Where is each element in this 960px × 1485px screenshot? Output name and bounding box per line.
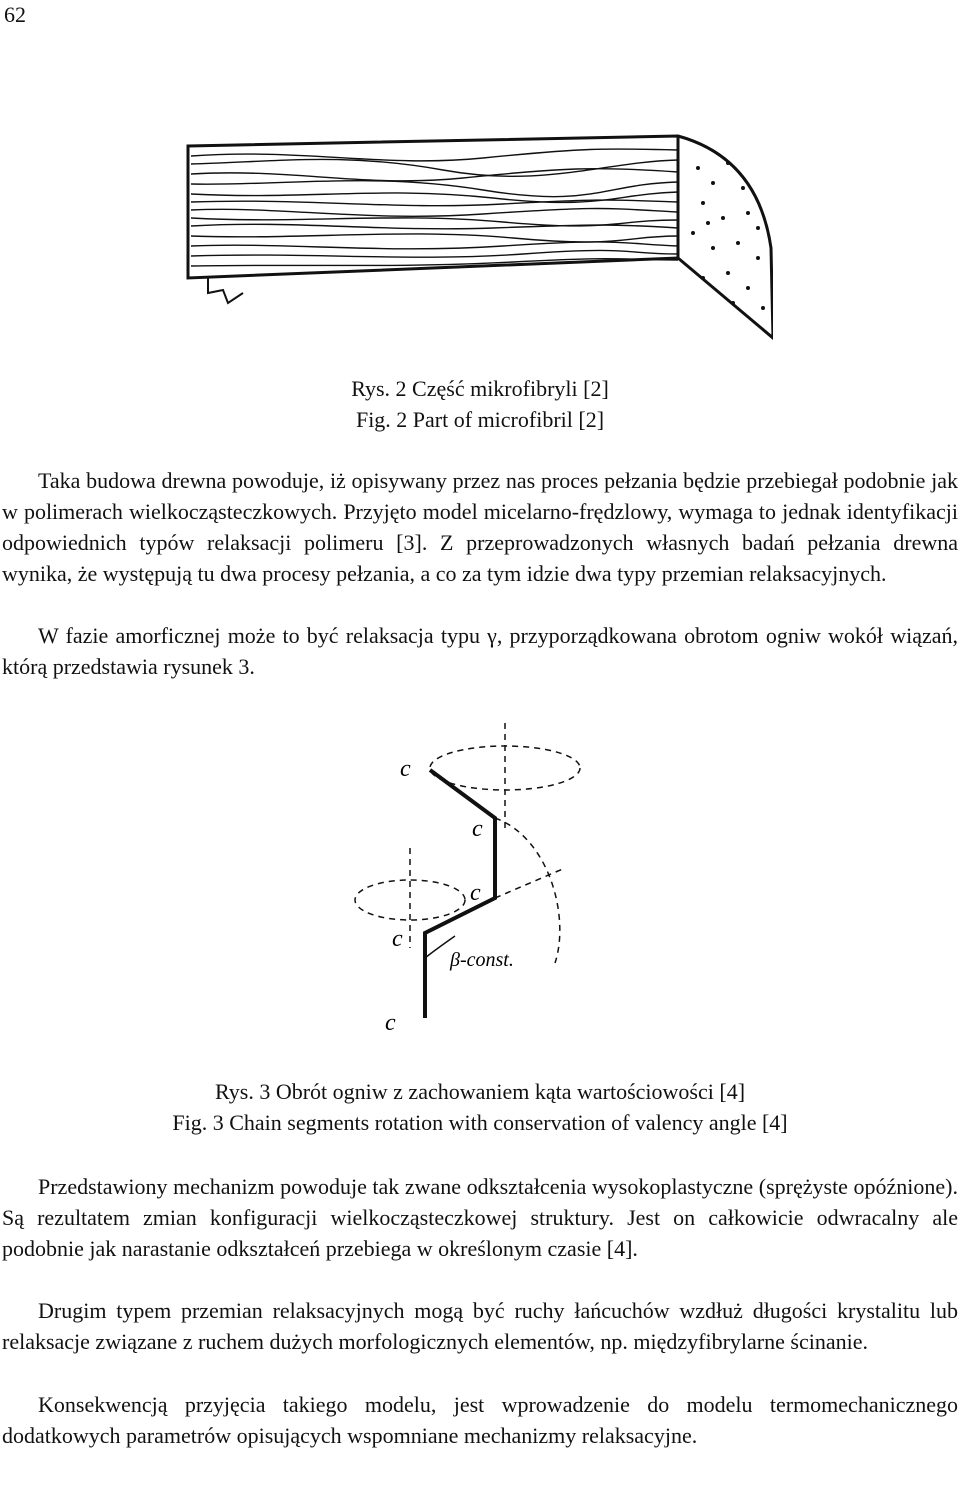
atom-label-c5: c	[385, 1010, 396, 1036]
paragraph-2: W fazie amorficznej może to być relaksacja typu γ, przyporządkowana obrotom ogniw wokół wiązań, którą przedstawia rysunek 3.	[2, 623, 958, 679]
microfibril-figure	[183, 128, 773, 353]
figure-3-caption-en: Fig. 3 Chain segments rotation with conservation of valency angle [4]	[172, 1110, 788, 1135]
paragraph-4: Drugim typem przemian relaksacyjnych mogą być ruchy łańcuchów wzdłuż długości krystalitu lub relaksacje związane z ruchem dużych morfologicznych elementów, np. międzyfibrylarne ścinanie.	[2, 1298, 958, 1354]
beta-const-label: β-const.	[450, 949, 514, 971]
page-number: 62	[4, 2, 26, 27]
atom-label-c1: c	[400, 756, 411, 782]
atom-label-c3: c	[470, 880, 481, 906]
figure-2-caption-pl: Rys. 2 Część mikrofibryli [2]	[351, 376, 609, 401]
paragraph-3: Przedstawiony mechanizm powoduje tak zwane odkształcenia wysokoplastyczne (sprężyste opóźnione). Są rezultatem zmian konfiguracji wielkocząsteczkowej struktury. Jest on całkowicie odwracalny ale podobnie jak narastanie odkształceń przebiega w określonym czasie [4].	[2, 1174, 958, 1261]
chain-rotation-figure	[340, 718, 600, 1048]
figure-3-caption-pl: Rys. 3 Obrót ogniw z zachowaniem kąta wartościowości [4]	[214, 1079, 746, 1104]
paragraph-1: Taka budowa drewna powoduje, iż opisywany przez nas proces pełzania będzie przebiegał podobnie jak w polimerach wielkocząsteczkowych. Przyjęto model micelarno-frędzlowy, wymaga to jednak identyfikacji odpowiednich typów relaksacji polimeru [3]. Z przeprowadzonych własnych badań pełzania drewna wynika, że występują tu dwa procesy pełzania, a co za tym idzie dwa typy przemian relaksacyjnych.	[2, 468, 958, 586]
figure-2-caption-en: Fig. 2 Part of microfibril [2]	[355, 407, 605, 432]
paragraph-5: Konsekwencją przyjęcia takiego modelu, jest wprowadzenie do modelu termomechanicznego dodatkowych parametrów opisujących wspomniane mechanizmy relaksacyjne.	[2, 1392, 958, 1448]
atom-label-c4: c	[392, 926, 403, 952]
atom-label-c2: c	[472, 816, 483, 842]
